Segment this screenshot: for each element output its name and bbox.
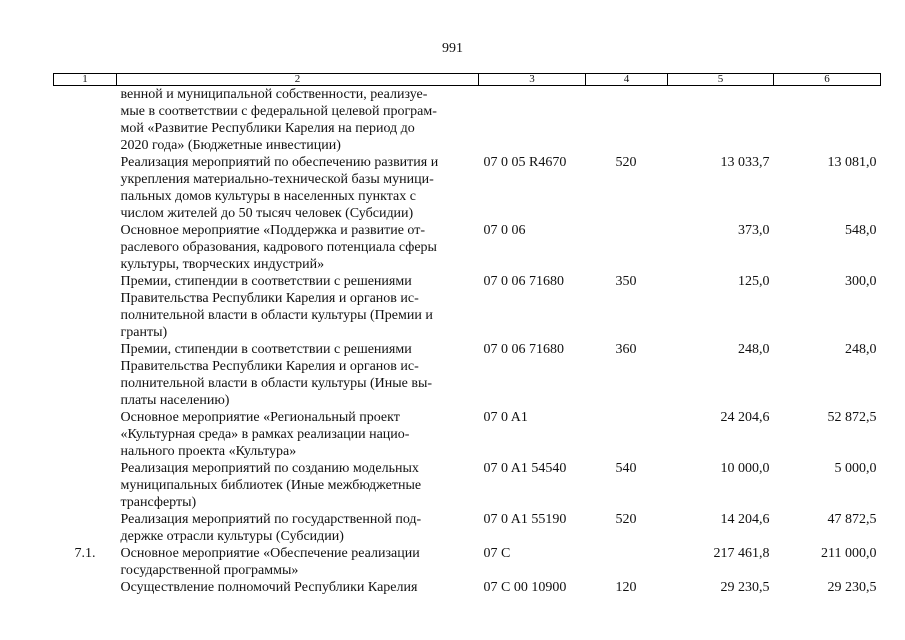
row-amount-col6: 5 000,0 (834, 461, 877, 476)
row-code: 07 0 06 71680 (483, 274, 564, 289)
row-expense-type (586, 409, 668, 460)
row-code: 07 0 06 (483, 223, 526, 238)
row-amount-col6: 300,0 (845, 274, 877, 289)
row-amount-col6 (774, 86, 881, 155)
row-number (54, 409, 117, 460)
row-amount-col6: 211 000,0 (821, 546, 877, 561)
column-header-1: 1 (54, 74, 117, 86)
row-number (54, 222, 117, 273)
table-row (54, 545, 881, 579)
row-code: 07 0 A1 (483, 410, 528, 425)
row-expense-type (586, 545, 668, 579)
row-number (54, 341, 117, 409)
row-amount-col5: 10 000,0 (720, 461, 770, 476)
row-expense-type: 540 (615, 461, 637, 476)
table-row (54, 511, 881, 545)
row-amount-col5 (668, 86, 774, 155)
row-amount-col6: 47 872,5 (827, 512, 877, 527)
row-description: венной и муниципальной собственности, реализуе- мые в соответствии с федеральной целевой програм- мой «Развитие Республики Карелия на период до 2020 года» (Бюджетные инвестиции) (120, 87, 437, 153)
row-code: 07 0 06 71680 (483, 342, 564, 357)
table-row (54, 409, 881, 460)
budget-table (53, 73, 881, 596)
row-code (479, 86, 586, 155)
row-code: 07 С (483, 546, 511, 561)
column-header-3: 3 (479, 74, 586, 86)
row-expense-type: 520 (615, 512, 637, 527)
row-description: Реализация мероприятий по созданию модельных муниципальных библиотек (Иные межбюджетные трансферты) (120, 461, 422, 510)
row-description: Основное мероприятие «Региональный проект «Культурная среда» в рамках реализации нацио- нального проекта «Культура» (120, 410, 410, 459)
row-code: 07 0 05 R4670 (483, 155, 567, 170)
row-expense-type: 360 (615, 342, 637, 357)
table-body (54, 86, 881, 597)
row-description: Основное мероприятие «Обеспечение реализации государственной программы» (120, 546, 420, 578)
table-row (54, 222, 881, 273)
table-header-row (54, 74, 881, 86)
column-header-4: 4 (586, 74, 668, 86)
row-number (54, 579, 117, 596)
row-description: Реализация мероприятий по обеспечению развития и укрепления материально-технической базы муници- пальных домов культуры в населенных пунктах с числом жителей до 50 тысяч человек (Субсидии) (120, 155, 439, 221)
table-row (54, 273, 881, 341)
table-row (54, 86, 881, 155)
row-expense-type (586, 222, 668, 273)
column-header-5: 5 (668, 74, 774, 86)
row-amount-col5: 373,0 (738, 223, 770, 238)
row-amount-col6: 248,0 (845, 342, 877, 357)
row-expense-type: 520 (615, 155, 637, 170)
row-description: Основное мероприятие «Поддержка и развитие от- раслевого образования, кадрового потенциала сферы культуры, творческих индустрий» (120, 223, 437, 272)
table-row (54, 460, 881, 511)
column-header-6: 6 (774, 74, 881, 86)
row-number (54, 511, 117, 545)
row-amount-col5: 217 461,8 (713, 546, 770, 561)
row-amount-col6: 52 872,5 (827, 410, 877, 425)
row-amount-col5: 125,0 (738, 274, 770, 289)
row-expense-type: 350 (615, 274, 637, 289)
row-description: Премии, стипендии в соответствии с решениями Правительства Республики Карелия и органов ис- полнительной власти в области культуры (Премии и гранты) (120, 274, 433, 340)
row-number: 7.1. (74, 546, 96, 561)
column-header-2: 2 (117, 74, 479, 86)
row-description: Осуществление полномочий Республики Карелия (120, 580, 418, 595)
row-code: 07 0 A1 55190 (483, 512, 567, 527)
row-amount-col6: 29 230,5 (827, 580, 877, 595)
row-number (54, 86, 117, 155)
table-row (54, 154, 881, 222)
row-amount-col5: 24 204,6 (720, 410, 770, 425)
row-code: 07 0 A1 54540 (483, 461, 567, 476)
row-number (54, 154, 117, 222)
row-amount-col6: 548,0 (845, 223, 877, 238)
row-description: Премии, стипендии в соответствии с решениями Правительства Республики Карелия и органов ис- полнительной власти в области культуры (Иные вы- платы населению) (120, 342, 433, 408)
row-number (54, 460, 117, 511)
row-amount-col6: 13 081,0 (827, 155, 877, 170)
row-expense-type: 120 (615, 580, 637, 595)
table-row (54, 579, 881, 596)
row-expense-type (586, 86, 668, 155)
row-amount-col5: 248,0 (738, 342, 770, 357)
row-number (54, 273, 117, 341)
row-amount-col5: 13 033,7 (720, 155, 770, 170)
table-row (54, 341, 881, 409)
row-amount-col5: 14 204,6 (720, 512, 770, 527)
page-number: 991 (442, 41, 463, 56)
row-amount-col5: 29 230,5 (720, 580, 770, 595)
row-code: 07 С 00 10900 (483, 580, 567, 595)
row-description: Реализация мероприятий по государственной под- держке отрасли культуры (Субсидии) (120, 512, 422, 544)
